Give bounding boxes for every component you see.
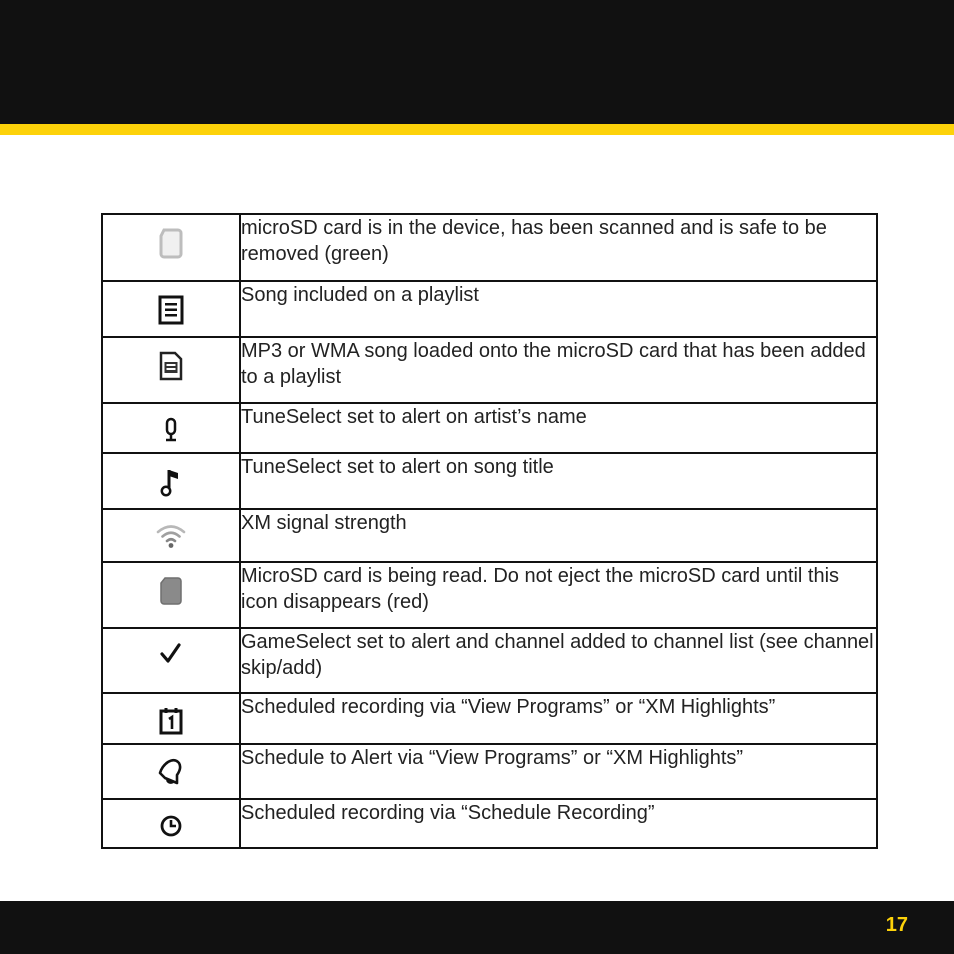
table-row (102, 562, 877, 628)
table-row (102, 403, 877, 453)
page-number: 17 (885, 914, 908, 936)
table-row (102, 214, 877, 281)
row-description: MicroSD card is being read. Do not eject the microSD card until this icon disappears (red) (240, 562, 877, 628)
table-row (102, 509, 877, 562)
microsd-card-filled-icon (157, 563, 185, 607)
row-description: TuneSelect set to alert on song title (240, 453, 877, 509)
table-row (102, 628, 877, 693)
row-description: microSD card is in the device, has been scanned and is safe to be removed (green) (240, 214, 877, 281)
row-description: Schedule to Alert via “View Programs” or “XM Highlights” (240, 744, 877, 799)
table-row (102, 453, 877, 509)
row-description: XM signal strength (240, 509, 877, 562)
clock-icon (157, 800, 185, 840)
icon-legend-table (101, 213, 878, 849)
footer-bar (0, 901, 954, 954)
table-row (102, 799, 877, 848)
table-row (102, 281, 877, 337)
microsd-card-outline-icon (157, 215, 185, 259)
checkmark-icon (157, 629, 185, 669)
row-description: MP3 or WMA song loaded onto the microSD card that has been added to a playlist (240, 337, 877, 403)
row-description: TuneSelect set to alert on artist’s name (240, 403, 877, 453)
header-bar (0, 0, 954, 124)
signal-strength-icon (155, 510, 187, 550)
row-description: GameSelect set to alert and channel added to channel list (see channel skip/add) (240, 628, 877, 693)
accent-stripe (0, 124, 954, 135)
calendar-icon (157, 694, 185, 736)
table-row (102, 744, 877, 799)
playlist-icon (157, 282, 185, 326)
row-description: Scheduled recording via “Schedule Recording” (240, 799, 877, 848)
row-description: Scheduled recording via “View Programs” or “XM Highlights” (240, 693, 877, 744)
mp3-wma-file-icon (157, 338, 185, 382)
table-row (102, 337, 877, 403)
table-row (102, 693, 877, 744)
bell-icon (156, 745, 186, 787)
row-description: Song included on a playlist (240, 281, 877, 337)
music-note-icon (157, 454, 185, 498)
microphone-icon (157, 404, 185, 444)
